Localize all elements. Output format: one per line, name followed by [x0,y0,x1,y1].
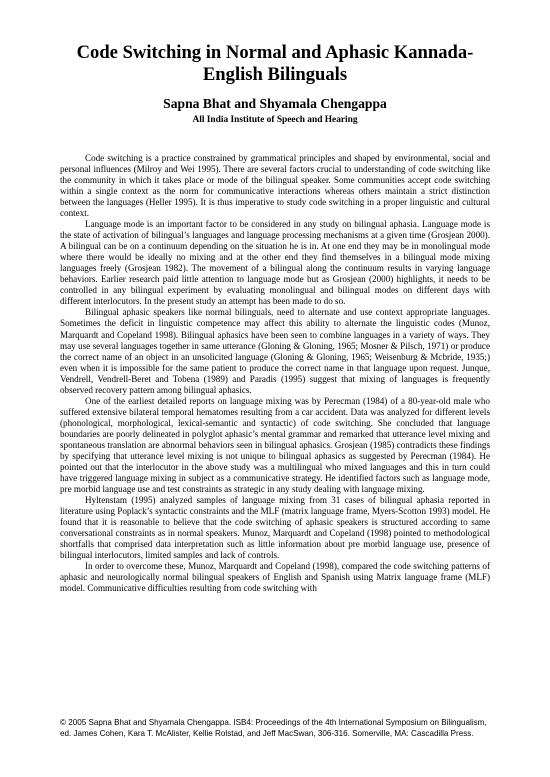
paragraph: Language mode is an important factor to be considered in any study on bilingual aphasia. Language mode is the state of activation of bilingual’s languages and language processing mechanisms at a given time (Grosjean 2000). A bilingual can be on a continuum depending on the situation he is in. At one end they may be in monolingual mode where there would be ideally no mixing and at the other end they find themselves in a bilingual mode mixing languages freely (Grosjean 1982). The movement of a bilingual along the continuum results in varying language behaviors. Earlier research paid little attention to language mode but as Grosjean (2000) highlights, it needs to be controlled in any bilingual experiment by evaluating monolingual and bilingual modes on different days with different interlocutors. In the present study an attempt has been made to do so. [60,219,490,307]
paragraph: Bilingual aphasic speakers like normal bilinguals, need to alternate and use context appropriate languages. Sometimes the deficit in linguistic competence may affect this ability to alternate the linguistic codes (Munoz, Marquardt and Copeland 1998). Bilingual aphasics have been seen to combine languages in a variety of ways. They may use several languages together in same utterance (Gloning & Gloning, 1965; Mosner & Pilsch, 1971) or produce the correct name of an object in an unsolicited language (Gloning & Gloning, 1965; Weisenburg & Mcbride, 1935;) even when it is impossible for the same patient to produce the correct name in that language upon request. Junque, Vendrell, Vendrell-Beret and Tobena (1989) and Paradis (1995) suggest that mixing of languages is frequently observed recovery pattern among bilingual aphasics. [60,307,490,395]
paper-title: Code Switching in Normal and Aphasic Kannada-English Bilinguals [76,42,474,85]
copyright-footnote: © 2005 Sapna Bhat and Shyamala Chengappa. ISB4: Proceedings of the 4th International Symposium on Bilingualism, ed. James Cohen, Kara T. McAlister, Kellie Rolstad, and Jeff MacSwan, 306-316. Somerville, MA: Cascadilla Press. [60,718,487,738]
paragraph: Hyltenstam (1995) analyzed samples of language mixing from 31 cases of bilingual aphasia reported in literature using Poplack’s syntactic constraints and the MLF (matrix language frame, Myers-Scotton 1993) model. He found that it is reasonable to believe that the code switching of aphasic speakers is structured according to same conversational constraints as in normal speakers. Munoz, Marquardt and Copeland (1998) pointed to methodological shortfalls that comprised data interpretation such as little information about pre morbid language use, presence of bilingual interlocutors, limited samples and lack of controls. [60,494,490,561]
author-names: Sapna Bhat and Shyamala Chengappa [163,96,387,111]
paragraph: In order to overcome these, Munoz, Marquardt and Copeland (1998), compared the code switching patterns of aphasic and neurologically normal bilingual speakers of English and Spanish using Matrix language frame (MLF) model. Communicative difficulties resulting from code switching with [60,561,490,594]
body-text [60,153,490,594]
author-affiliation: All India Institute of Speech and Hearing [192,115,358,125]
paragraph: One of the earliest detailed reports on language mixing was by Perecman (1984) of a 80-year-old male who suffered extensive bilateral temporal hematomes resulting from a car accident. Data was analyzed for different levels (phonological, morphological, lexical-semantic and syntactic) of code switching. She concluded that language boundaries are poorly delineated in polyglot aphasic’s mental grammar and remarked that utterance level mixing and spontaneous translation are abnormal behaviors seen in bilingual aphasics. Grosjean (1985) contradicts these findings by specifying that utterance level mixing is not unique to bilingual aphasics as suggested by Perecman (1984). He pointed out that the interlocutor in the above study was a multilingual who mixed languages and this in turn could have triggered language mixing in subject as a communicative strategy. He identified factors such as language mode, pre morbid language use and test constraints as strategic in any study dealing with language mixing. [60,395,490,494]
paragraph: Code switching is a practice constrained by grammatical principles and shaped by environmental, social and personal influences (Milroy and Wei 1995). There are several factors crucial to understanding of code switching like the community in which it takes place or mode of the bilingual speaker. Some communities accept code switching within a single context as the norm for communicative interactions whereas others maintain a strict distinction between the languages (Heller 1995). It is thus imperative to study code switching in a proper linguistic and cultural context. [60,153,490,219]
